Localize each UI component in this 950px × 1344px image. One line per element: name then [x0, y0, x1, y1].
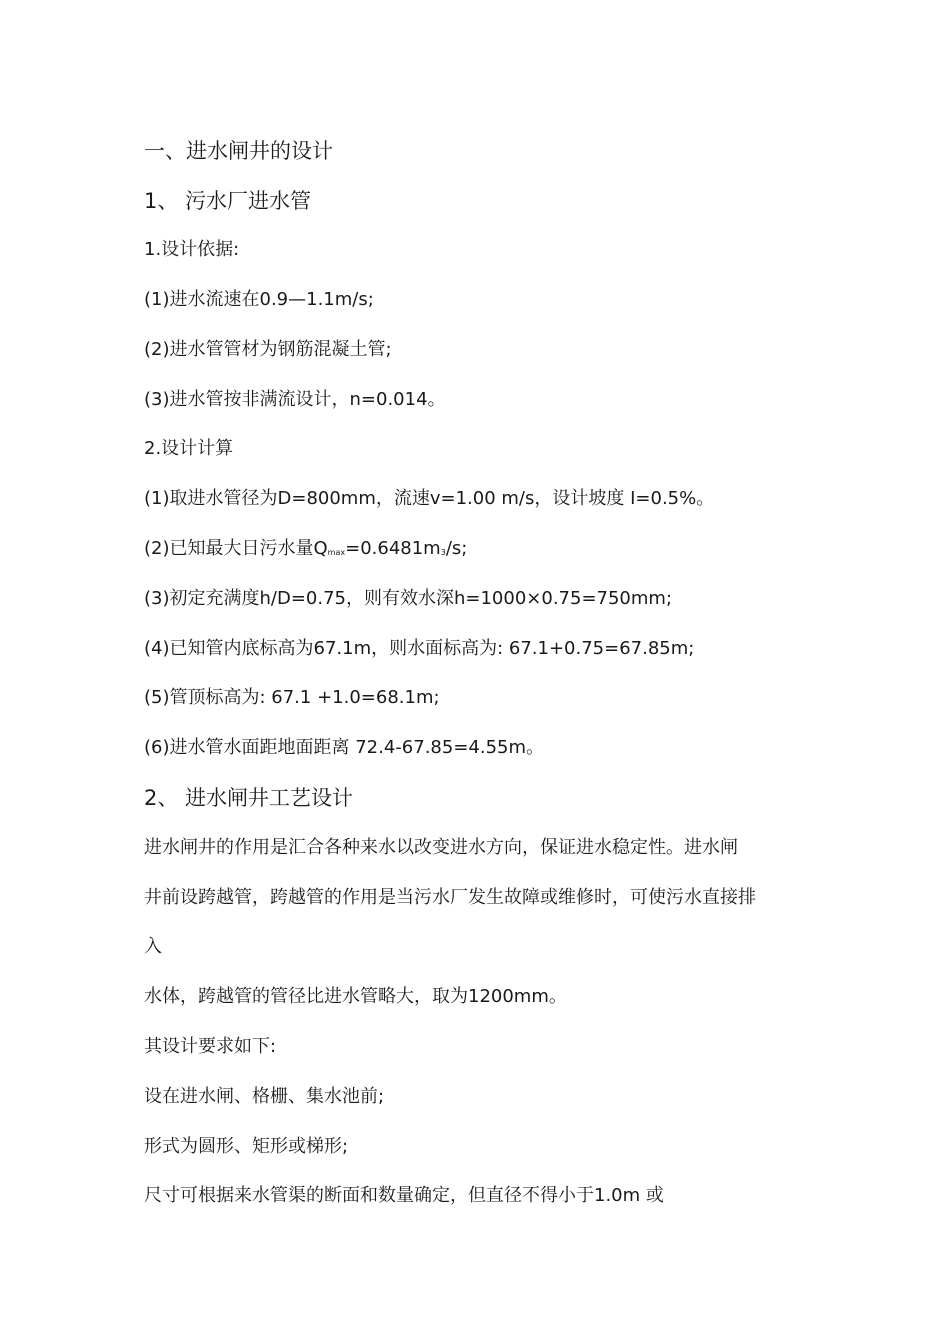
calc-item-6: (6)进水管水面距地面距离 72.4-67.85=4.55m。 [144, 737, 545, 758]
paragraph-line-3: 入 [144, 936, 162, 957]
basis-item-1: (1)进水流速在0.9—1.1m/s; [144, 289, 374, 310]
calc-item-2-sub-3: 3 [440, 548, 446, 557]
calc-item-2-pre: (2)已知最大日污水量Q [144, 538, 328, 559]
calc-item-2-sub-max: max [327, 548, 346, 557]
calc-item-2-post: /s; [445, 538, 468, 559]
section1-title: 1、 污水厂进水管 [144, 189, 312, 213]
section2-title: 2、 进水闸井工艺设计 [144, 786, 354, 810]
requirement-2: 形式为圆形、矩形或梯形; [144, 1136, 349, 1157]
requirement-1: 设在进水闸、格栅、集水池前; [144, 1086, 385, 1107]
main-heading: 一、进水闸井的设计 [144, 139, 333, 163]
requirement-3: 尺寸可根据来水管渠的断面和数量确定，但直径不得小于1.0m 或 [144, 1185, 664, 1206]
calc-item-2 [144, 537, 467, 561]
calc-item-5: (5)管顶标高为: 67.1 +1.0=68.1m; [144, 687, 440, 708]
calc-item-1: (1)取进水管径为D=800mm，流速v=1.00 m/s，设计坡度 I=0.5%。 [144, 488, 715, 509]
calc-title: 2.设计计算 [144, 438, 234, 459]
paragraph-line-1: 进水闸井的作用是汇合各种来水以改变进水方向，保证进水稳定性。进水闸 [144, 837, 738, 858]
paragraph-line-2: 井前设跨越管，跨越管的作用是当污水厂发生故障或维修时，可使污水直接排 [144, 887, 756, 908]
calc-item-2-mid: =0.6481m [345, 538, 441, 559]
requirements-title: 其设计要求如下: [144, 1036, 277, 1057]
basis-item-2: (2)进水管管材为钢筋混凝土管; [144, 339, 392, 360]
calc-item-4: (4)已知管内底标高为67.1m，则水面标高为: 67.1+0.75=67.85m; [144, 638, 695, 659]
calc-item-3: (3)初定充满度h/D=0.75，则有效水深h=1000×0.75=750mm; [144, 588, 673, 609]
paragraph-line-4: 水体，跨越管的管径比进水管略大，取为1200mm。 [144, 986, 567, 1007]
basis-title: 1.设计依据: [144, 239, 240, 260]
basis-item-3: (3)进水管按非满流设计，n=0.014。 [144, 389, 446, 410]
